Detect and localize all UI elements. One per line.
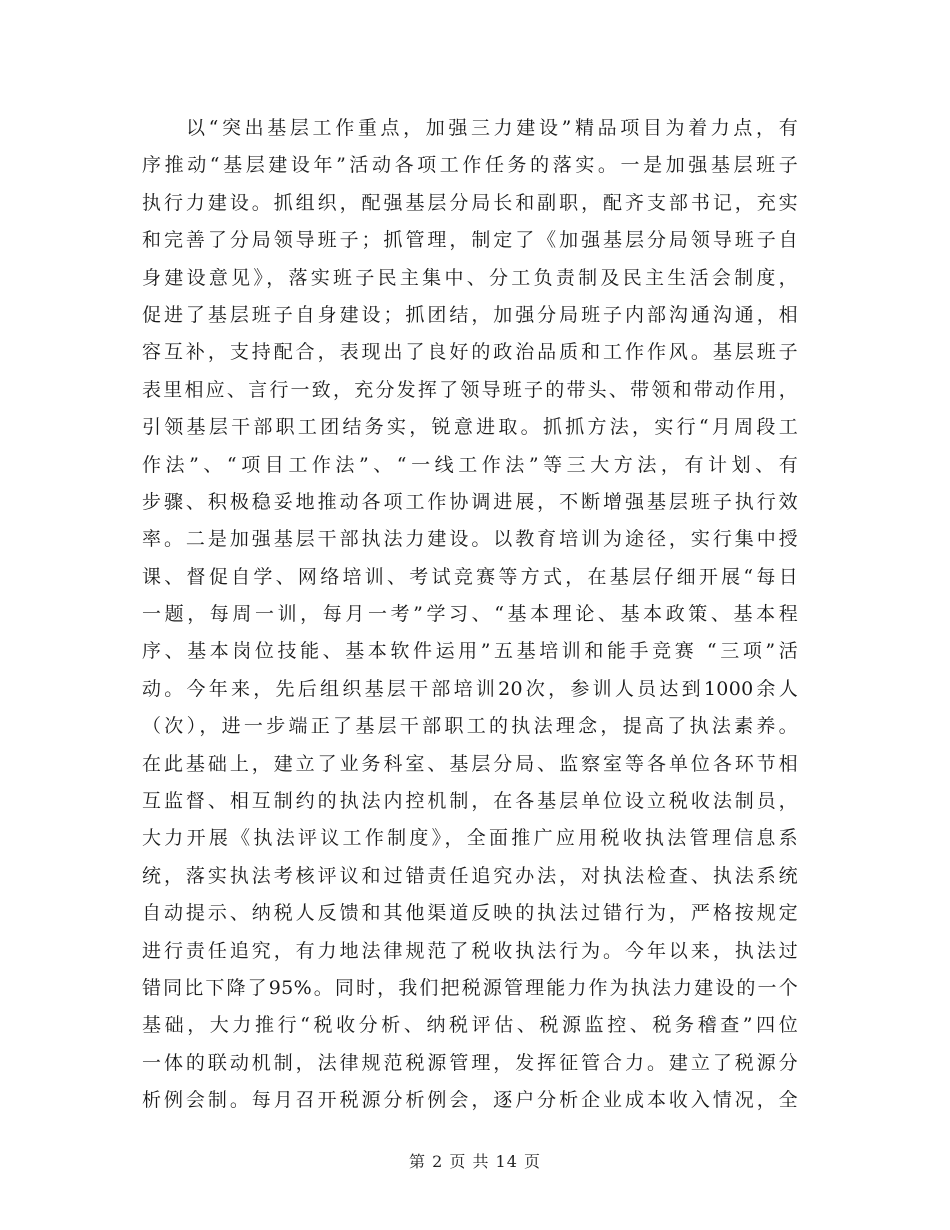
text-line: 课、督促自学、网络培训、考试竞赛等方式，在基层仔细开展“每日 <box>142 565 798 588</box>
text-line: 自动提示、纳税人反馈和其他渠道反映的执法过错行为，严格按规定 <box>142 902 798 925</box>
text-line: 步骤、积极稳妥地推动各项工作协调进展，不断增强基层班子执行效 <box>142 490 798 513</box>
text-line: （次），进一步端正了基层干部职工的执法理念，提高了执法素养。 <box>142 715 798 738</box>
text-line: 错同比下降了95%。同时，我们把税源管理能力作为执法力建设的一个 <box>142 976 798 999</box>
text-line: 以“突出基层工作重点，加强三力建设”精品项目为着力点，有 <box>186 117 798 139</box>
page-footer <box>0 1150 950 1174</box>
text-line: 率。二是加强基层干部执法力建设。以教育培训为途径，实行集中授 <box>142 528 798 551</box>
text-line: 序推动“基层建设年”活动各项工作任务的落实。一是加强基层班子 <box>142 154 798 177</box>
body-text <box>142 110 798 1120</box>
text-line: 统，落实执法考核评议和过错责任追究办法，对执法检查、执法系统 <box>142 864 798 887</box>
text-line: 执行力建设。抓组织，配强基层分局长和副职，配齐支部书记，充实 <box>142 191 798 214</box>
text-line: 基础，大力推行“税收分析、纳税评估、税源监控、税务稽查”四位 <box>142 1014 798 1037</box>
text-line: 互监督、相互制约的执法内控机制，在各基层单位设立税收法制员， <box>142 790 798 813</box>
text-line: 容互补，支持配合，表现出了良好的政治品质和工作作风。基层班子 <box>142 341 798 364</box>
text-line: 和完善了分局领导班子；抓管理，制定了《加强基层分局领导班子自 <box>142 229 798 252</box>
text-line: 一题，每周一训，每月一考”学习、“基本理论、基本政策、基本程 <box>142 603 798 626</box>
text-line: 序、基本岗位技能、基本软件运用”五基培训和能手竞赛 “三项”活 <box>142 640 798 663</box>
text-line: 大力开展《执法评议工作制度》，全面推广应用税收执法管理信息系 <box>142 827 798 850</box>
page-number-label: 第 2 页 共 14 页 <box>409 1152 541 1171</box>
text-line: 动。今年来，先后组织基层干部培训20次，参训人员达到1000余人 <box>142 677 798 700</box>
text-line: 身建设意见》，落实班子民主集中、分工负责制及民主生活会制度， <box>142 266 798 289</box>
text-line: 在此基础上，建立了业务科室、基层分局、监察室等各单位各环节相 <box>142 752 798 775</box>
text-line: 析例会制。每月召开税源分析例会，逐户分析企业成本收入情况，全 <box>142 1089 798 1112</box>
text-line: 引领基层干部职工团结务实，锐意进取。抓抓方法，实行“月周段工 <box>142 416 798 439</box>
text-line: 作法”、“项目工作法”、“一线工作法”等三大方法，有计划、有 <box>142 453 798 476</box>
text-line: 促进了基层班子自身建设；抓团结，加强分局班子内部沟通沟通，相 <box>142 303 798 326</box>
text-line: 一体的联动机制，法律规范税源管理，发挥征管合力。建立了税源分 <box>142 1051 798 1074</box>
text-line: 进行责任追究，有力地法律规范了税收执法行为。今年以来，执法过 <box>142 939 798 962</box>
text-line: 表里相应、言行一致，充分发挥了领导班子的带头、带领和带动作用， <box>142 378 798 401</box>
